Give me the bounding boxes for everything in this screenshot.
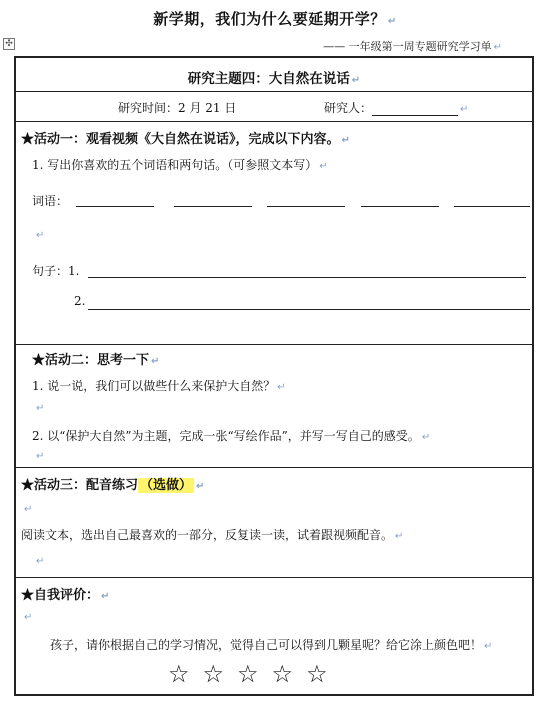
researcher-blank[interactable] [372, 101, 458, 116]
activity-1-title: ★活动一：观看视频《大自然在说话》，完成以下内容。 ↵ [21, 132, 350, 147]
paragraph-mark: ↵ [36, 556, 45, 567]
word-blank-3[interactable] [267, 206, 345, 207]
activity-2-section [16, 345, 532, 468]
paragraph-mark: ↵ [387, 16, 397, 27]
researcher-field: 研究人： ↵ [324, 101, 469, 115]
theme-title: 研究主题四：大自然在说话 ↵ [187, 71, 361, 87]
self-evaluation-section [16, 578, 532, 696]
page-subtitle: —— 一年级第一周专题研究学习单 ↵ [323, 40, 502, 53]
sentence-blank-2[interactable] [88, 309, 530, 310]
self-evaluation-title: ★自我评价： ↵ [21, 588, 110, 603]
word-blank-1[interactable] [76, 206, 154, 207]
theme-row [16, 58, 532, 92]
word-blank-2[interactable] [174, 206, 252, 207]
activity-2-question-1: 1. 说一说，我们可以做些什么来保护大自然？ ↵ [32, 379, 286, 393]
table-move-handle-icon[interactable]: ✣ [3, 38, 15, 50]
sentences-label: 句子：1. [32, 264, 80, 278]
activity-2-title: ★活动二：思考一下 ↵ [32, 353, 160, 368]
activity-2-question-2: 2. 以“保护大自然”为主题，完成一张“写绘作品”，并写一写自己的感受。 ↵ [32, 429, 431, 443]
paragraph-mark: ↵ [36, 451, 45, 462]
word-blank-4[interactable] [361, 206, 439, 207]
paragraph-mark: ↵ [36, 230, 45, 241]
sentence-2-label: 2. [74, 294, 86, 308]
optional-badge: （选做） [140, 478, 193, 493]
page-title: 新学期，我们为什么要延期开学？ ↵ [153, 10, 397, 28]
research-time: 研究时间：2 月 21 日 [118, 101, 237, 115]
paragraph-mark: ↵ [24, 504, 33, 515]
activity-1-section [16, 122, 532, 345]
activity-3-task: 阅读文本，选出自己最喜欢的一部分，反复读一读，试着跟视频配音。 ↵ [21, 528, 404, 542]
paragraph-mark: ↵ [36, 403, 45, 414]
self-evaluation-prompt: 孩子，请你根据自己的学习情况，觉得自己可以得到几颗星呢？给它涂上颜色吧！ ↵ [50, 638, 493, 652]
rating-stars[interactable]: ☆☆☆☆☆ [168, 660, 341, 688]
activity-1-task: 1. 写出你喜欢的五个词语和两句话。（可参照文本写） ↵ [32, 158, 328, 172]
study-sheet-table [14, 56, 534, 696]
activity-3-section [16, 468, 532, 578]
words-label: 词语： [32, 194, 69, 208]
paragraph-mark: ↵ [24, 612, 33, 623]
meta-row [16, 92, 532, 122]
word-blank-5[interactable] [454, 206, 530, 207]
sentence-blank-1[interactable] [88, 277, 526, 278]
activity-3-title: ★活动三：配音练习 （选做） ↵ [21, 478, 205, 493]
